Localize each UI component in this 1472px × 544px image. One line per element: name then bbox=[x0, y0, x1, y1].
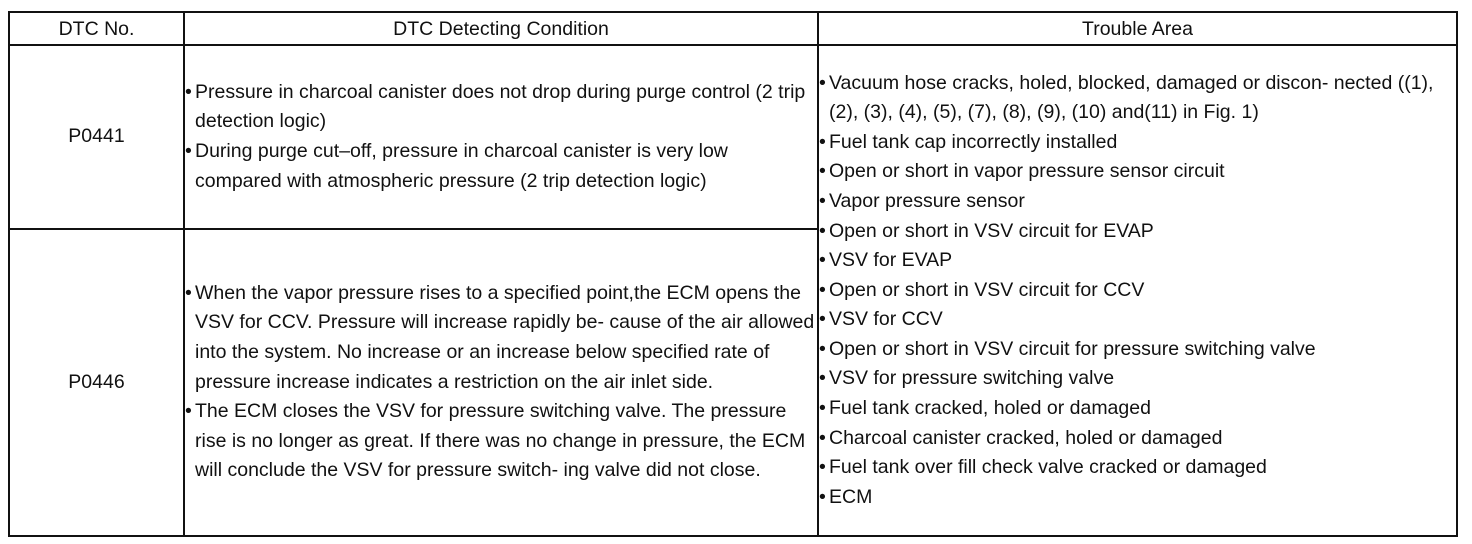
condition-item bbox=[185, 279, 817, 397]
bullet-icon: • bbox=[819, 219, 826, 242]
trouble-area-text: Fuel tank over fill check valve cracked or damaged bbox=[829, 456, 1267, 479]
trouble-area-item bbox=[819, 69, 1456, 128]
dtc-code-cell: P0446 bbox=[9, 229, 184, 536]
trouble-area-text: Fuel tank cracked, holed or damaged bbox=[829, 397, 1151, 420]
trouble-area-cell bbox=[818, 45, 1457, 536]
bullet-icon: • bbox=[819, 71, 826, 94]
trouble-area-item bbox=[819, 424, 1456, 454]
condition-list bbox=[185, 279, 817, 486]
bullet-icon: • bbox=[819, 456, 826, 479]
trouble-area-item bbox=[819, 128, 1456, 158]
condition-text: During purge cut–off, pressure in charcoal canister is very low compared with atmospheric pressure (2 trip detection logic) bbox=[195, 139, 728, 192]
trouble-area-item bbox=[819, 217, 1456, 247]
condition-list bbox=[185, 78, 817, 196]
dtc-table bbox=[8, 11, 1458, 537]
bullet-icon: • bbox=[819, 337, 826, 360]
trouble-area-text: ECM bbox=[829, 485, 873, 508]
condition-text: The ECM closes the VSV for pressure switching valve. The pressure rise is no longer as great. If there was no change in pressure, the ECM will conclude the VSV for pressure switch- ing valve did not close. bbox=[195, 400, 806, 482]
condition-cell bbox=[184, 45, 818, 229]
bullet-icon: • bbox=[185, 139, 192, 162]
trouble-area-item bbox=[819, 305, 1456, 335]
header-dtc-no: DTC No. bbox=[9, 12, 184, 45]
trouble-area-text: Open or short in VSV circuit for pressure switching valve bbox=[829, 337, 1316, 360]
condition-text: Pressure in charcoal canister does not drop during purge control (2 trip detection logic) bbox=[195, 80, 806, 133]
trouble-area-item bbox=[819, 276, 1456, 306]
condition-item bbox=[185, 78, 817, 137]
trouble-area-text: Vacuum hose cracks, holed, blocked, damaged or discon- nected ((1), (2), (3), (4), (5), (7), (8), (9), (10) and(11) in Fig. 1) bbox=[829, 71, 1434, 124]
trouble-area-text: Fuel tank cap incorrectly installed bbox=[829, 130, 1118, 153]
bullet-icon: • bbox=[819, 397, 826, 420]
trouble-area-list bbox=[819, 69, 1456, 513]
condition-item bbox=[185, 397, 817, 486]
trouble-area-item bbox=[819, 246, 1456, 276]
bullet-icon: • bbox=[819, 485, 826, 508]
condition-text: When the vapor pressure rises to a specified point,the ECM opens the VSV for CCV. Pressure will increase rapidly be- cause of the air allowed into the system. No increase or an increase below specified rate of pressure increase indicates a restriction on the air inlet side. bbox=[195, 281, 815, 393]
condition-cell bbox=[184, 229, 818, 536]
trouble-area-item bbox=[819, 335, 1456, 365]
bullet-icon: • bbox=[819, 308, 826, 331]
trouble-area-text: Open or short in VSV circuit for EVAP bbox=[829, 219, 1154, 242]
header-detecting-condition: DTC Detecting Condition bbox=[184, 12, 818, 45]
trouble-area-text: Vapor pressure sensor bbox=[829, 189, 1025, 212]
bullet-icon: • bbox=[185, 80, 192, 103]
trouble-area-item bbox=[819, 157, 1456, 187]
bullet-icon: • bbox=[185, 281, 192, 304]
trouble-area-item bbox=[819, 394, 1456, 424]
trouble-area-text: VSV for CCV bbox=[829, 308, 943, 331]
trouble-area-item bbox=[819, 453, 1456, 483]
bullet-icon: • bbox=[185, 400, 192, 423]
bullet-icon: • bbox=[819, 160, 826, 183]
table-row bbox=[9, 45, 1457, 229]
bullet-icon: • bbox=[819, 278, 826, 301]
bullet-icon: • bbox=[819, 367, 826, 390]
condition-item bbox=[185, 137, 817, 196]
dtc-code-cell: P0441 bbox=[9, 45, 184, 229]
trouble-area-item bbox=[819, 364, 1456, 394]
bullet-icon: • bbox=[819, 249, 826, 272]
header-row bbox=[9, 12, 1457, 45]
bullet-icon: • bbox=[819, 130, 826, 153]
trouble-area-item bbox=[819, 483, 1456, 513]
trouble-area-item bbox=[819, 187, 1456, 217]
trouble-area-text: VSV for EVAP bbox=[829, 249, 953, 272]
bullet-icon: • bbox=[819, 189, 826, 212]
trouble-area-text: Charcoal canister cracked, holed or damaged bbox=[829, 426, 1223, 449]
trouble-area-text: VSV for pressure switching valve bbox=[829, 367, 1115, 390]
trouble-area-text: Open or short in vapor pressure sensor circuit bbox=[829, 160, 1225, 183]
header-trouble-area: Trouble Area bbox=[818, 12, 1457, 45]
trouble-area-text: Open or short in VSV circuit for CCV bbox=[829, 278, 1145, 301]
bullet-icon: • bbox=[819, 426, 826, 449]
